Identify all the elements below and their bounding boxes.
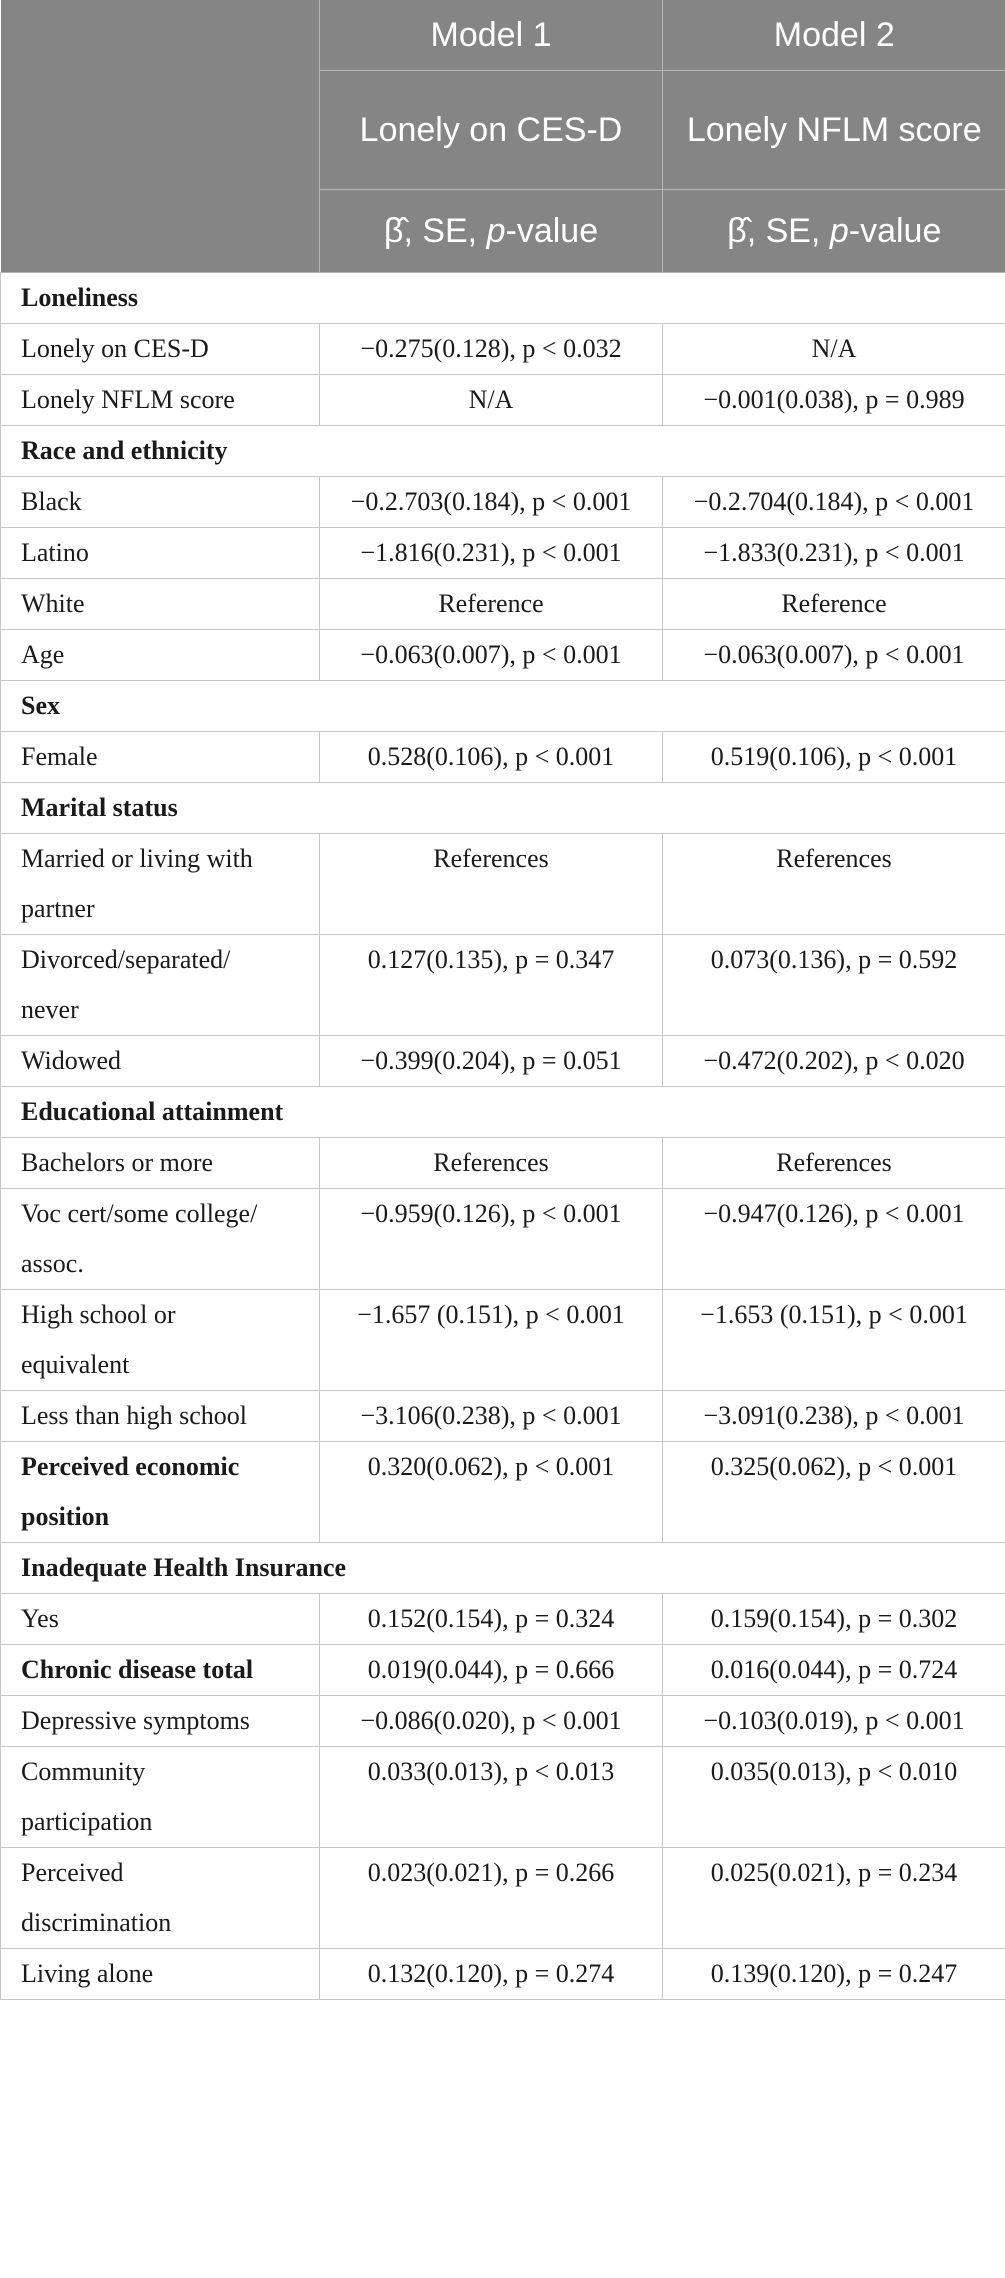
section-label: Loneliness [1, 273, 1005, 324]
model2-value: −0.063(0.007), p < 0.001 [663, 630, 1005, 681]
row-label: Community participation [1, 1747, 320, 1848]
header-model2-stat: β̂, SE, p-value [663, 190, 1005, 273]
header-model2: Model 2 [663, 0, 1005, 71]
section-label: Marital status [1, 783, 1005, 834]
model1-value: 0.152(0.154), p = 0.324 [320, 1594, 663, 1645]
table-row [1, 579, 1005, 630]
section-label: Race and ethnicity [1, 426, 1005, 477]
model2-value: 0.016(0.044), p = 0.724 [663, 1645, 1005, 1696]
row-label: Voc cert/some college/ assoc. [1, 1189, 320, 1290]
model1-value: N/A [320, 375, 663, 426]
model1-value: −0.959(0.126), p < 0.001 [320, 1189, 663, 1290]
model1-value: Reference [320, 579, 663, 630]
model1-value: References [320, 1138, 663, 1189]
row-label: Bachelors or more [1, 1138, 320, 1189]
model2-value: 0.519(0.106), p < 0.001 [663, 732, 1005, 783]
section-row [1, 426, 1005, 477]
section-row [1, 1543, 1005, 1594]
beta-symbol: β̂ [383, 211, 404, 250]
row-label: Black [1, 477, 320, 528]
table-row [1, 1594, 1005, 1645]
model1-value: 0.528(0.106), p < 0.001 [320, 732, 663, 783]
model2-value: 0.139(0.120), p = 0.247 [663, 1949, 1005, 2000]
table-header [1, 0, 1005, 273]
model2-value: References [663, 1138, 1005, 1189]
section-row [1, 783, 1005, 834]
section-label: Sex [1, 681, 1005, 732]
row-label: Married or living with partner [1, 834, 320, 935]
model1-value: −0.086(0.020), p < 0.001 [320, 1696, 663, 1747]
model2-value: 0.035(0.013), p < 0.010 [663, 1747, 1005, 1848]
row-label: Female [1, 732, 320, 783]
model2-value: Reference [663, 579, 1005, 630]
model1-value: −0.275(0.128), p < 0.032 [320, 324, 663, 375]
model2-value: −0.001(0.038), p = 0.989 [663, 375, 1005, 426]
table-row [1, 1645, 1005, 1696]
section-label: Inadequate Health Insurance [1, 1543, 1005, 1594]
model2-value: −1.653 (0.151), p < 0.001 [663, 1290, 1005, 1391]
section-row [1, 273, 1005, 324]
table-row [1, 1696, 1005, 1747]
model1-value: −0.399(0.204), p = 0.051 [320, 1036, 663, 1087]
table-row [1, 1138, 1005, 1189]
model1-value: 0.033(0.013), p < 0.013 [320, 1747, 663, 1848]
table-row [1, 630, 1005, 681]
table-row [1, 1189, 1005, 1290]
model2-value: 0.159(0.154), p = 0.302 [663, 1594, 1005, 1645]
model2-value: N/A [663, 324, 1005, 375]
beta-symbol: β̂ [727, 211, 747, 250]
table-row [1, 1442, 1005, 1543]
model2-value: −0.472(0.202), p < 0.020 [663, 1036, 1005, 1087]
table-row [1, 528, 1005, 579]
model2-value: −1.833(0.231), p < 0.001 [663, 528, 1005, 579]
table-row [1, 1848, 1005, 1949]
section-row [1, 681, 1005, 732]
row-label: Yes [1, 1594, 320, 1645]
model1-value: 0.019(0.044), p = 0.666 [320, 1645, 663, 1696]
table-row [1, 1949, 1005, 2000]
section-label: Educational attainment [1, 1087, 1005, 1138]
row-label: Perceived economic position [1, 1442, 320, 1543]
table-row [1, 732, 1005, 783]
row-label: White [1, 579, 320, 630]
row-label: Widowed [1, 1036, 320, 1087]
table-row [1, 834, 1005, 935]
model1-value: −1.657 (0.151), p < 0.001 [320, 1290, 663, 1391]
header-corner [1, 0, 320, 273]
model2-value: 0.325(0.062), p < 0.001 [663, 1442, 1005, 1543]
model2-value: −0.947(0.126), p < 0.001 [663, 1189, 1005, 1290]
model1-value: 0.023(0.021), p = 0.266 [320, 1848, 663, 1949]
model1-value: −3.106(0.238), p < 0.001 [320, 1391, 663, 1442]
section-row [1, 1087, 1005, 1138]
row-label: Lonely NFLM score [1, 375, 320, 426]
model2-value: −0.103(0.019), p < 0.001 [663, 1696, 1005, 1747]
table-row [1, 1747, 1005, 1848]
model2-value: −3.091(0.238), p < 0.001 [663, 1391, 1005, 1442]
model1-value: −0.063(0.007), p < 0.001 [320, 630, 663, 681]
table-row [1, 375, 1005, 426]
table-row [1, 1391, 1005, 1442]
row-label: Divorced/separated/ never [1, 935, 320, 1036]
table-row [1, 1036, 1005, 1087]
row-label: Living alone [1, 1949, 320, 2000]
row-label: Perceived discrimination [1, 1848, 320, 1949]
model2-value: References [663, 834, 1005, 935]
header-model1-predictor: Lonely on CES-D [320, 71, 663, 190]
table-row [1, 935, 1005, 1036]
row-label: Latino [1, 528, 320, 579]
model2-value: 0.073(0.136), p = 0.592 [663, 935, 1005, 1036]
header-model2-predictor: Lonely NFLM score [663, 71, 1005, 190]
model1-value: 0.127(0.135), p = 0.347 [320, 935, 663, 1036]
row-label: Less than high school [1, 1391, 320, 1442]
model2-value: −0.2.704(0.184), p < 0.001 [663, 477, 1005, 528]
row-label: Depressive symptoms [1, 1696, 320, 1747]
model1-value: References [320, 834, 663, 935]
row-label: Lonely on CES-D [1, 324, 320, 375]
model1-value: 0.132(0.120), p = 0.274 [320, 1949, 663, 2000]
model2-value: 0.025(0.021), p = 0.234 [663, 1848, 1005, 1949]
row-label: Chronic disease total [1, 1645, 320, 1696]
row-label: High school or equivalent [1, 1290, 320, 1391]
row-label: Age [1, 630, 320, 681]
model1-value: 0.320(0.062), p < 0.001 [320, 1442, 663, 1543]
table-row [1, 1290, 1005, 1391]
model1-value: −1.816(0.231), p < 0.001 [320, 528, 663, 579]
model1-value: −0.2.703(0.184), p < 0.001 [320, 477, 663, 528]
header-model1: Model 1 [320, 0, 663, 71]
table-body [1, 273, 1005, 2000]
header-model1-stat: β̂, SE, p-value [320, 190, 663, 273]
table-row [1, 324, 1005, 375]
table-row [1, 477, 1005, 528]
